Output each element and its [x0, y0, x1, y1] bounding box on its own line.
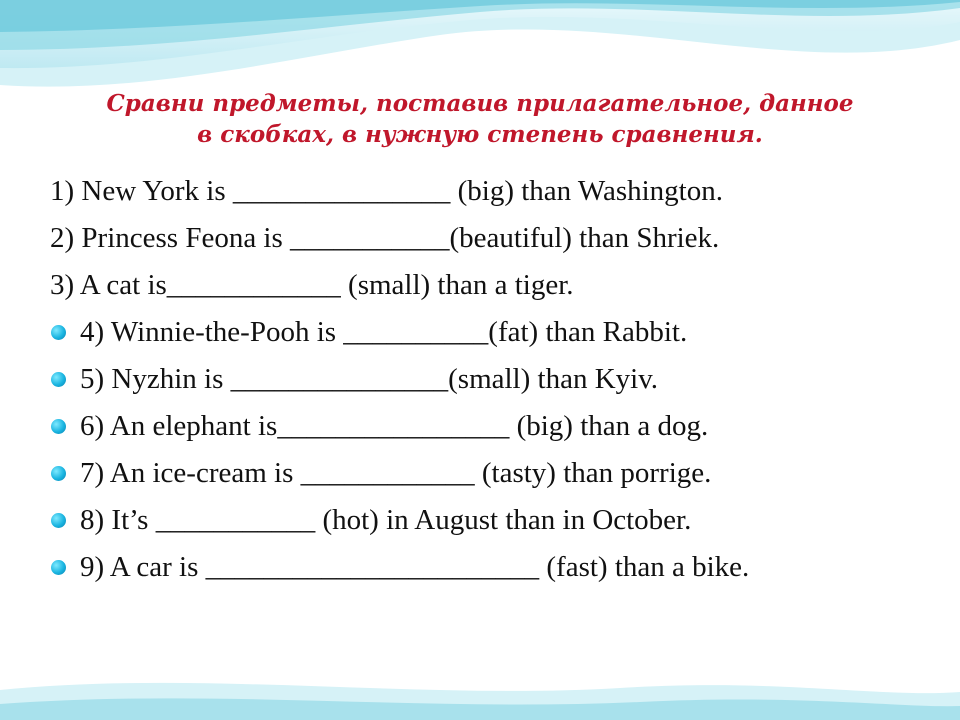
bullet-icon	[51, 372, 66, 387]
exercise-item-8	[50, 497, 930, 544]
exercise-text: 2) Princess Feona is ___________(beautiful) than Shriek.	[50, 222, 720, 254]
title-line-1: Сравни предметы, поставив прилагательное, данное	[106, 90, 854, 117]
exercise-text: 4) Winnie-the-Pooh is __________(fat) than Rabbit.	[80, 316, 688, 348]
exercise-text: 8) It’s ___________ (hot) in August than in October.	[80, 504, 692, 536]
exercise-text: 7) An ice-cream is ____________ (tasty) than porrige.	[80, 457, 712, 489]
title-line-2: в скобках, в нужную степень сравнения.	[197, 121, 763, 148]
exercise-item-6	[50, 403, 930, 450]
bullet-icon	[51, 466, 66, 481]
bottom-wave-decoration	[0, 670, 960, 720]
task-instruction-title	[40, 88, 920, 150]
bullet-icon	[51, 419, 66, 434]
exercise-text: 3) A cat is____________ (small) than a tiger.	[50, 269, 574, 301]
exercise-item-1	[50, 168, 930, 215]
exercise-item-7	[50, 450, 930, 497]
exercise-item-9	[50, 544, 930, 591]
exercise-text: 1) New York is _______________ (big) than Washington.	[50, 175, 723, 207]
exercise-text: 6) An elephant is________________ (big) than a dog.	[80, 410, 709, 442]
exercise-list	[50, 168, 930, 591]
exercise-text: 9) A car is _______________________ (fast) than a bike.	[80, 551, 750, 583]
exercise-item-4	[50, 309, 930, 356]
exercise-item-3	[50, 262, 930, 309]
top-wave-decoration	[0, 0, 960, 95]
exercise-item-2	[50, 215, 930, 262]
exercise-text: 5) Nyzhin is _______________(small) than Kyiv.	[80, 363, 659, 395]
bullet-icon	[51, 560, 66, 575]
exercise-item-5	[50, 356, 930, 403]
bullet-icon	[51, 513, 66, 528]
bullet-icon	[51, 325, 66, 340]
